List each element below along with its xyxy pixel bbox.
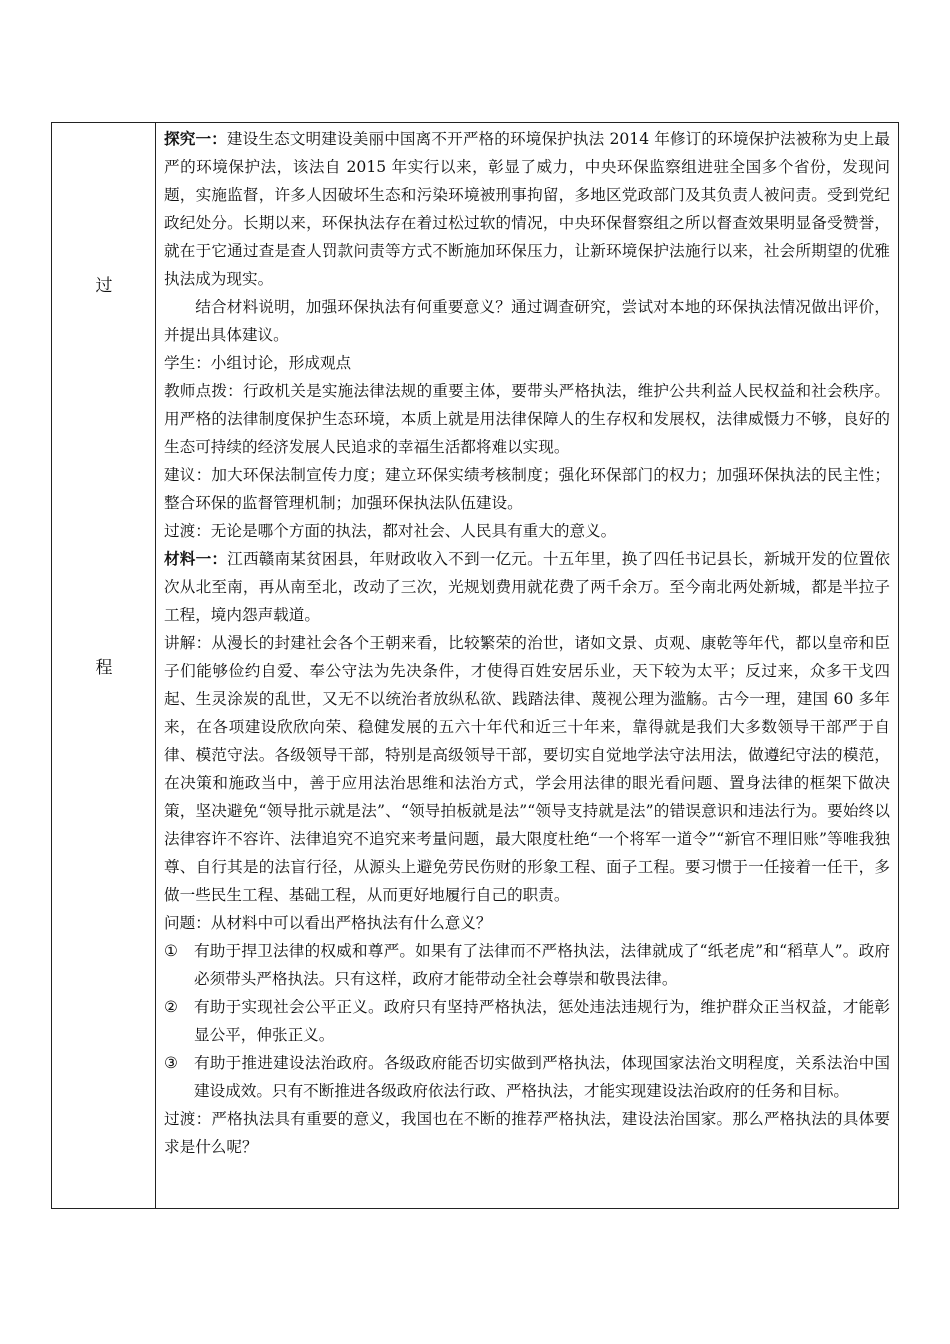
material-text: 江西赣南某贫困县，年财政收入不到一亿元。十五年里，换了四任书记县长，新城开发的位置依次从北至南，再从南至北，改动了三次，光规划费用就花费了两千余万。至今南北两处新城，都是半拉子工程，境内怨声载道。 [164, 550, 890, 624]
point-text: 有助于捍卫法律的权威和尊严。如果有了法律而不严格执法，法律就成了“纸老虎”和“稻草人”。政府必须带头严格执法。只有这样，政府才能带动全社会尊崇和敬畏法律。 [194, 942, 890, 988]
explore-paragraph [164, 125, 890, 293]
closing-transition: 过渡：严格执法具有重要的意义，我国也在不断的推荐严格执法，建设法治国家。那么严格执法的具体要求是什么呢？ [164, 1110, 890, 1156]
explore-text: 建设生态文明建设美丽中国离不开严格的环境保护执法 2014 年修订的环境保护法被称为史上最严的环境保护法，该法自 2015 年实行以来，彰显了威力，中央环保监察组进驻全国多个省份，发现问题，实施监督，许多人因破坏生态和污染环境被刑事拘留，多地区党政部门及其负责人被问责。受到党纪政纪处分。长期以来，环保执法存在着过松过软的情况，中央环保督察组之所以督查效果明显备受赞誉，就在于它通过查是查人罚款问责等方式不断施加环保压力，让新环境保护法施行以来，社会所期望的优雅执法成为现实。 [164, 130, 890, 288]
point-number: ② [164, 998, 178, 1016]
stage-column [52, 123, 156, 1208]
suggestion-paragraph: 建议：加大环保法制宣传力度；建立环保实绩考核制度；强化环保部门的权力；加强环保执法的民主性；整合环保的监督管理机制；加强环保执法队伍建设。 [164, 466, 890, 512]
explore-label: 探究一： [164, 129, 227, 148]
point-item [164, 1049, 890, 1105]
question-paragraph: 结合材料说明，加强环保执法有何重要意义？通过调查研究，尝试对本地的环保执法情况做出评价，并提出具体建议。 [164, 298, 890, 344]
material-label: 材料一： [164, 549, 228, 568]
material-paragraph [164, 545, 890, 629]
transition-line: 过渡：无论是哪个方面的执法，都对社会、人民具有重大的意义。 [164, 522, 617, 540]
lesson-content [164, 125, 890, 1161]
stage-char-cheng: 程 [95, 658, 113, 678]
lecture-paragraph: 讲解：从漫长的封建社会各个王朝来看，比较繁荣的治世，诸如文景、贞观、康乾等年代，都以皇帝和臣子们能够俭约自爱、奉公守法为先决条件，才使得百姓安居乐业，天下较为太平；反过来，众多干戈四起、生灵涂炭的乱世，又无不以统治者放纵私欲、践踏法律、蔑视公理为滥觞。古今一理，建国 60 多年来，在各项建设欣欣向荣、稳健发展的五六十年代和近三十年来，靠得就是我们大多数领导干部严于自律、模范守法。各级领导干部，特别是高级领导干部，要切实自觉地学法守法用法，做遵纪守法的模范，在决策和施政当中，善于应用法治思维和法治方式，学会用法律的眼光看问题、置身法律的框架下做决策，坚决避免“领导批示就是法”、“领导拍板就是法”“领导支持就是法”的错误意识和违法行为。要始终以法律容许不容许、法律追究不追究来考量问题，最大限度杜绝“一个将军一道令”“新官不理旧账”等唯我独尊、自行其是的法盲行径，从源头上避免劳民伤财的形象工程、面子工程。要习惯于一任接着一任干，多做一些民生工程、基础工程，从而更好地履行自己的职责。 [164, 634, 890, 904]
point-text: 有助于推进建设法治政府。各级政府能否切实做到严格执法，体现国家法治文明程度，关系法治中国建设成效。只有不断推进各级政府依法行政、严格执法，才能实现建设法治政府的任务和目标。 [194, 1054, 890, 1100]
lesson-table [51, 122, 899, 1209]
students-line: 学生：小组讨论，形成观点 [164, 354, 352, 372]
teacher-note: 教师点拨：行政机关是实施法律法规的重要主体，要带头严格执法，维护公共利益人民权益和社会秩序。用严格的法律制度保护生态环境，本质上就是用法律保障人的生存权和发展权，法律威慑力不够，良好的生态可持续的经济发展人民追求的幸福生活都将难以实现。 [164, 382, 890, 456]
question-line: 问题：从材料中可以看出严格执法有什么意义？ [164, 914, 492, 932]
point-number: ① [164, 942, 178, 960]
point-item [164, 993, 890, 1049]
stage-char-guo: 过 [95, 276, 113, 296]
point-item [164, 937, 890, 993]
point-number: ③ [164, 1054, 178, 1072]
point-text: 有助于实现社会公平正义。政府只有坚持严格执法，惩处违法违规行为，维护群众正当权益，才能彰显公平，伸张正义。 [194, 998, 890, 1044]
